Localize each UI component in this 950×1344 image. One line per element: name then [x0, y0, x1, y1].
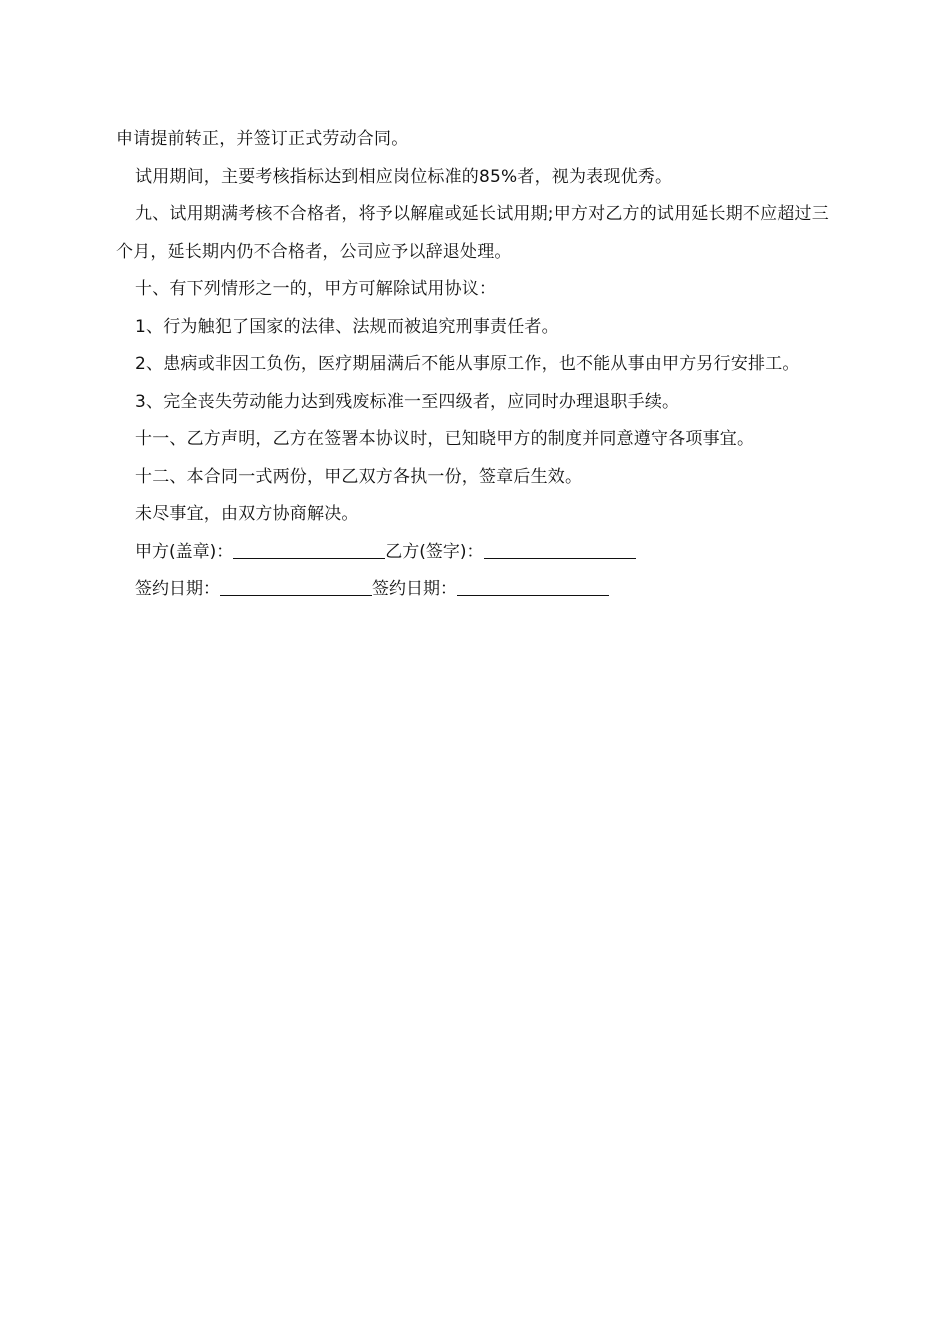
date-b-label: 签约日期：	[372, 579, 457, 599]
signature-row	[116, 534, 840, 572]
party-b-label: 乙方(签字)：	[385, 541, 484, 562]
paragraph-clause-9: 九、试用期满考核不合格者，将予以解雇或延长试用期;甲方对乙方的试用延长期不应超过三个月，延长期内仍不合格者，公司应予以辞退处理。	[116, 204, 829, 262]
date-a-label: 签约日期：	[135, 579, 220, 599]
document-body	[116, 121, 840, 609]
date-row	[116, 571, 840, 609]
date-b-blank[interactable]	[457, 575, 609, 596]
paragraph-continuation: 申请提前转正，并签订正式劳动合同。	[116, 129, 409, 149]
paragraph-clause-10-item-1: 1、行为触犯了国家的法律、法规而被追究刑事责任者。	[135, 316, 559, 337]
party-a-signature-blank[interactable]	[233, 538, 385, 559]
paragraph-clause-10: 十、有下列情形之一的，甲方可解除试用协议：	[135, 279, 497, 299]
paragraph-probation-excellent: 试用期间，主要考核指标达到相应岗位标准的85%者，视为表现优秀。	[135, 166, 673, 187]
date-a-blank[interactable]	[220, 575, 372, 596]
paragraph-clause-10-item-3: 3、完全丧失劳动能力达到残废标准一至四级者，应同时办理退职手续。	[135, 391, 680, 412]
paragraph-clause-10-item-2: 2、患病或非因工负伤，医疗期届满后不能从事原工作，也不能从事由甲方另行安排工。	[135, 354, 800, 374]
paragraph-unresolved-matters: 未尽事宜，由双方协商解决。	[135, 504, 359, 524]
party-b-signature-blank[interactable]	[484, 538, 636, 559]
paragraph-clause-11: 十一、乙方声明，乙方在签署本协议时，已知晓甲方的制度并同意遵守各项事宜。	[135, 429, 755, 449]
party-a-label: 甲方(盖章)：	[135, 541, 234, 562]
paragraph-clause-12: 十二、本合同一式两份，甲乙双方各执一份，签章后生效。	[135, 466, 583, 487]
